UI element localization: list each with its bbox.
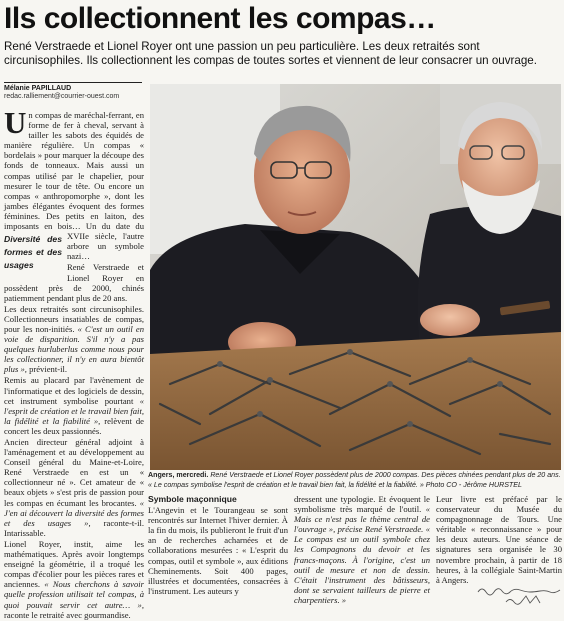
main-text-column xyxy=(4,105,145,621)
intro-text-end: date du XVIIe siècle, l'autre arbore un symbole nazi… xyxy=(67,221,145,262)
caption-text-1: René Verstraede et Lionel Royer possèdent plus de 2000 compas. Des pièces chinées pendant plus de 20 ans. xyxy=(210,471,561,479)
p3-text: Les deux retraités sont circunisophiles. Collectionneurs insatiables de compas, pour les non-initiés. xyxy=(4,303,144,334)
handwritten-note-svg xyxy=(476,582,562,606)
intro-text: n compas de maréchal-ferrant, en forme de fer à cheval, servant à tailler les sabots des équidés de manière régulière. Un compas « bordelais » pour marquer la découpe des fonds de tonneaux. Mais aussi un compas utilisé par le chapelier, pour mesurer le tour de tête. Ou encore un compas « anthropomorphe », dont les jambes élégantes évoquent des formes féminines. Des petits en laiton, des imposants en bois… Un du xyxy=(4,110,144,232)
p3-quote: « C'est un outil en voie de disparition. S'il n'y a pas quelques hurluberlus comme nous pour les collectionner, il n'y en aura bientôt plus » xyxy=(4,323,144,375)
p6-tail: , raconte le retraité avec gourmandise. xyxy=(4,599,144,620)
lower-column-1 xyxy=(148,494,288,596)
paragraph-intro xyxy=(4,105,145,271)
photo-caption xyxy=(148,471,562,490)
caption-line-2: « Le compas symbolise l'esprit de création et le travail bien fait, la fidélité et la fiabilité. » Photo CO - Jérôme HURSTEL xyxy=(148,480,522,489)
author-email: redac.ralliement@courrier-ouest.com xyxy=(4,93,120,100)
p4-text: Remis au placard par l'avènement de l'informatique et des logiciels de dessin, cet instrument symbolise pourtant xyxy=(4,375,144,406)
article-lead: René Verstraede et Lionel Royer ont une passion un peu particulière. Les deux retraités sont circunisophiles. Ils collectionnent les compas de toutes sortes et viennent de leur consacrer un ouvrage. xyxy=(4,40,537,67)
lower-column-2 xyxy=(294,494,430,605)
p5-text: Ancien directeur général adjoint à l'aménagement et au développement au Conseil général du Maine-et-Loire, René Verstraede en est un « collectionneur né ». Cet amateur de « beaux objets » s'est pris de passion pour les compas en écumant les brocantes. xyxy=(4,437,144,508)
p5-quote: « J'en ai découvert la diversité des formes et des usages » xyxy=(4,497,144,528)
bleed-through-text xyxy=(474,0,564,40)
byline xyxy=(4,82,142,100)
p3-tail: , prévient-il. xyxy=(24,364,68,375)
p6-quote: « Nous cherchons à savoir quelle profession utilisait tel compas, à quoi pouvait servir cet autre… » xyxy=(4,579,144,610)
article-headline: Ils collectionnent les compas… xyxy=(4,2,436,35)
p6-text: Lionel Royer, instit, aime les mathématiques. Après avoir longtemps enseigné la géométrie, il a troqué les compas d'écolier pour les pièces rares et anciennes. xyxy=(4,538,144,590)
p4-tail: , relèvent de concert les deux passionnés. xyxy=(4,415,144,436)
caption-line-1 xyxy=(148,471,562,481)
author-name: Mélanie PAPILLAUD xyxy=(4,82,142,92)
lower-column-3 xyxy=(436,494,562,585)
p5-tail: , raconte-t-il. Intarissable. xyxy=(4,517,144,538)
p4-quote: « l'esprit de création et le travail bien fait, la fidélité et la fiabilité » xyxy=(4,395,144,426)
photo-illustration xyxy=(150,84,561,470)
handwritten-annotation xyxy=(476,582,562,606)
lower-col1-text: L'Angevin et le Tourangeau se sont rencontrés sur Internet l'hiver dernier. À la fin du mois, ils publieront le fruit d'un an de recherches acharnées et de collaborations mesurées : « L'esprit du compas, outil et symbole », aux éditions Cheminements. Soit 400 pages, illustrées et documentées, consacrées à l'instrument. Les auteurs y xyxy=(148,505,288,596)
symbol-subhead: Symbole maçonnique xyxy=(148,494,237,504)
paragraph-2: René Verstraede et Lionel Royer en possèdent près de 2000, chinés patiemment pendant plus de 20 ans. xyxy=(4,262,144,303)
section-subhead: Diversité des formes et des usages xyxy=(4,234,62,271)
col3-quote: « Mais ce n'est pas le thème central de l'ouvrage », précise René Verstraede. « Le compas est un outil symbole chez les Compagnons du devoir et les francs-maçons. À l'origine, c'est un outil de mesure et non de dessin. C'était l'instrument des bâtisseurs, dont se servaient tailleurs de pierre et charpentiers. » xyxy=(294,504,430,605)
drop-cap: U xyxy=(4,105,27,140)
paragraph-3 xyxy=(4,304,144,375)
lower-col3-text: Leur livre est préfacé par le conservateur du Musée du compagnonnage de Tours. Une véritable « reconnaissance » pour les deux auteurs. Une séance de signatures sera organisée le 30 novembre prochain, à partir de 18 heures, à la collégiale Saint-Martin à Angers. xyxy=(436,494,562,585)
paragraph-5 xyxy=(4,437,144,538)
lower-col2-text xyxy=(294,494,430,605)
caption-bold: Angers, mercredi. xyxy=(148,471,209,479)
col3-text: dressent une typologie. Et évoquent le symbolisme très marqué de l'outil. xyxy=(294,494,430,515)
article-photo xyxy=(150,84,561,470)
paragraph-4 xyxy=(4,375,144,436)
paragraph-6 xyxy=(4,539,144,620)
